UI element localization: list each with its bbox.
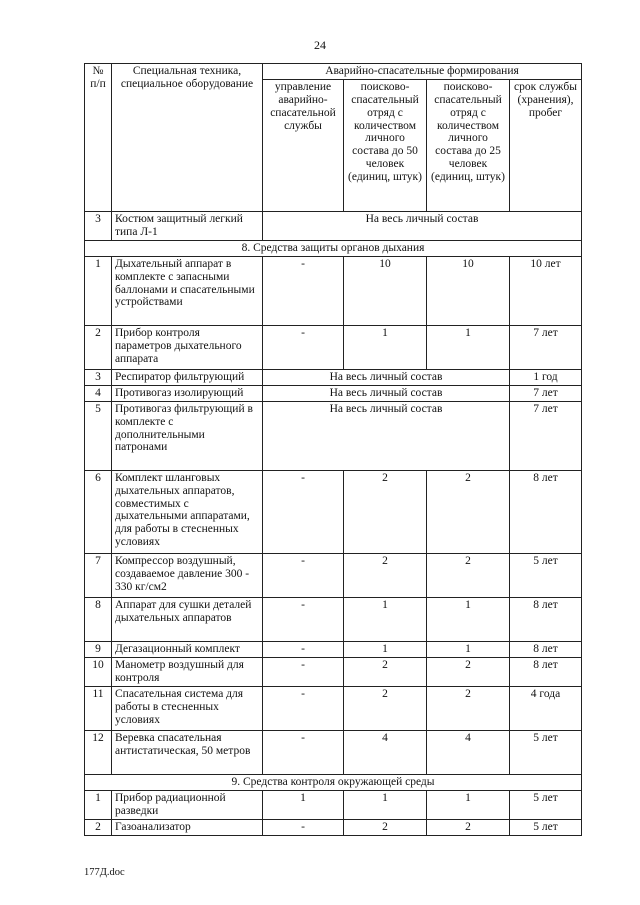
row-col2: 1 xyxy=(344,641,427,657)
row-col1: - xyxy=(263,686,344,730)
row-span: На весь личный состав xyxy=(263,369,510,385)
header-col2: поисково-спасательный отряд с количеством личного состава до 50 человек (единиц, штук) xyxy=(344,79,427,211)
row-name: Газоанализатор xyxy=(112,819,263,835)
row-col1: - xyxy=(263,641,344,657)
row-span: На весь личный состав xyxy=(263,211,582,240)
section-title: 8. Средства защиты органов дыхания xyxy=(85,240,582,256)
table-row xyxy=(85,686,582,730)
row-col3: 10 xyxy=(427,256,510,325)
row-num: 1 xyxy=(85,256,112,325)
row-col3: 1 xyxy=(427,641,510,657)
row-col4: 5 лет xyxy=(510,819,582,835)
header-col3: поисково-спасательный отряд с количеством личного состава до 25 человек (единиц, штук) xyxy=(427,79,510,211)
row-num: 2 xyxy=(85,325,112,369)
table-row xyxy=(85,641,582,657)
row-col2: 2 xyxy=(344,686,427,730)
table-row xyxy=(85,730,582,774)
table-body xyxy=(85,64,582,836)
row-num: 4 xyxy=(85,385,112,401)
row-col3: 2 xyxy=(427,553,510,597)
row-num: 9 xyxy=(85,641,112,657)
row-col3: 4 xyxy=(427,730,510,774)
row-col4: 8 лет xyxy=(510,657,582,686)
header-col4: срок службы (хранения), пробег xyxy=(510,79,582,211)
table-row xyxy=(85,790,582,819)
row-col1: - xyxy=(263,325,344,369)
row-col3: 2 xyxy=(427,470,510,553)
row-col2: 2 xyxy=(344,819,427,835)
row-name: Спасательная система для работы в стесненных условиях xyxy=(112,686,263,730)
table-row xyxy=(85,325,582,369)
row-num: 6 xyxy=(85,470,112,553)
row-name: Аппарат для сушки деталей дыхательных аппаратов xyxy=(112,597,263,641)
section-title: 9. Средства контроля окружающей среды xyxy=(85,774,582,790)
row-span: На весь личный состав xyxy=(263,401,510,470)
row-col4: 1 год xyxy=(510,369,582,385)
table-row xyxy=(85,553,582,597)
row-name: Компрессор воздушный, создаваемое давление 300 - 330 кг/см2 xyxy=(112,553,263,597)
row-col4: 7 лет xyxy=(510,325,582,369)
row-name: Дыхательный аппарат в комплекте с запасными баллонами и спасательными устройствами xyxy=(112,256,263,325)
row-name: Веревка спасательная антистатическая, 50 метров xyxy=(112,730,263,774)
header-group: Аварийно-спасательные формирования xyxy=(263,64,582,80)
row-col3: 1 xyxy=(427,790,510,819)
row-col1: - xyxy=(263,256,344,325)
header-col1: управление аварийно-спасательной службы xyxy=(263,79,344,211)
row-col1: - xyxy=(263,597,344,641)
section-header xyxy=(85,774,582,790)
row-name: Респиратор фильтрующий xyxy=(112,369,263,385)
header-row-1 xyxy=(85,64,582,80)
row-col2: 2 xyxy=(344,657,427,686)
row-name: Комплект шланговых дыхательных аппаратов, совместимых с дыхательными аппаратами, для работы в стесненных условиях xyxy=(112,470,263,553)
row-col2: 10 xyxy=(344,256,427,325)
table-row xyxy=(85,385,582,401)
row-col1: - xyxy=(263,470,344,553)
row-col3: 2 xyxy=(427,686,510,730)
row-num: 2 xyxy=(85,819,112,835)
row-col3: 1 xyxy=(427,597,510,641)
table-row xyxy=(85,211,582,240)
row-col2: 1 xyxy=(344,325,427,369)
row-col2: 2 xyxy=(344,553,427,597)
header-num: № п/п xyxy=(85,64,112,212)
row-name: Противогаз изолирующий xyxy=(112,385,263,401)
row-col3: 2 xyxy=(427,657,510,686)
row-name: Противогаз фильтрующий в комплекте с дополнительными патронами xyxy=(112,401,263,470)
row-col4: 10 лет xyxy=(510,256,582,325)
page-number: 24 xyxy=(314,38,326,52)
table-row xyxy=(85,401,582,470)
row-name: Прибор контроля параметров дыхательного аппарата xyxy=(112,325,263,369)
row-col2: 4 xyxy=(344,730,427,774)
row-col1: - xyxy=(263,553,344,597)
row-col4: 8 лет xyxy=(510,641,582,657)
row-col1: - xyxy=(263,657,344,686)
table-row xyxy=(85,819,582,835)
row-col4: 5 лет xyxy=(510,730,582,774)
footer-filename: 177Д.doc xyxy=(84,867,125,878)
row-col1: 1 xyxy=(263,790,344,819)
row-name: Дегазационный комплект xyxy=(112,641,263,657)
row-num: 5 xyxy=(85,401,112,470)
section-header xyxy=(85,240,582,256)
row-name: Прибор радиационной разведки xyxy=(112,790,263,819)
row-col1: - xyxy=(263,819,344,835)
equipment-table xyxy=(84,63,582,836)
row-col2: 1 xyxy=(344,597,427,641)
row-col2: 1 xyxy=(344,790,427,819)
row-col4: 7 лет xyxy=(510,401,582,470)
row-col4: 8 лет xyxy=(510,470,582,553)
row-col3: 2 xyxy=(427,819,510,835)
row-name: Манометр воздушный для контроля xyxy=(112,657,263,686)
table-row xyxy=(85,470,582,553)
row-name: Костюм защитный легкий типа Л-1 xyxy=(112,211,263,240)
row-span: На весь личный состав xyxy=(263,385,510,401)
row-num: 12 xyxy=(85,730,112,774)
row-col4: 7 лет xyxy=(510,385,582,401)
row-col3: 1 xyxy=(427,325,510,369)
row-num: 3 xyxy=(85,211,112,240)
row-num: 10 xyxy=(85,657,112,686)
row-num: 11 xyxy=(85,686,112,730)
row-col1: - xyxy=(263,730,344,774)
row-col2: 2 xyxy=(344,470,427,553)
table-row xyxy=(85,369,582,385)
row-num: 1 xyxy=(85,790,112,819)
row-col4: 5 лет xyxy=(510,553,582,597)
row-num: 3 xyxy=(85,369,112,385)
table-row xyxy=(85,256,582,325)
row-col4: 4 года xyxy=(510,686,582,730)
row-num: 8 xyxy=(85,597,112,641)
table-row xyxy=(85,657,582,686)
row-col4: 5 лет xyxy=(510,790,582,819)
table-row xyxy=(85,597,582,641)
row-col4: 8 лет xyxy=(510,597,582,641)
row-num: 7 xyxy=(85,553,112,597)
header-equipment: Специальная техника, специальное оборудование xyxy=(112,64,263,212)
